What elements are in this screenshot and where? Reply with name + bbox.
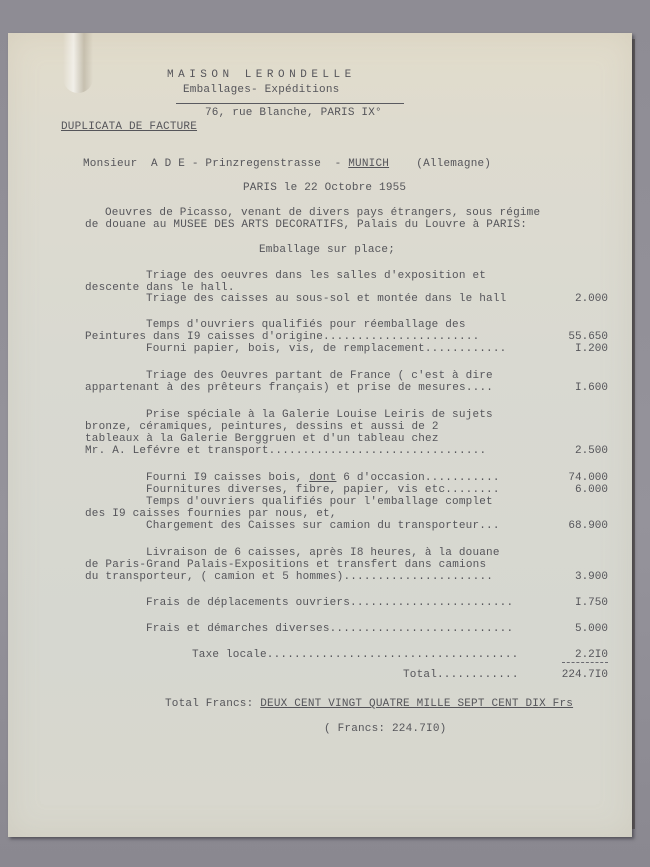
item-line: Temps d'ouvriers qualifiés pour réemballage des: [146, 319, 466, 331]
addressee-line: Monsieur A D E - Prinzregenstrasse -: [83, 158, 349, 170]
item-line: Peintures dans I9 caisses d'origine.......................: [85, 331, 480, 343]
item-line: Prise spéciale à la Galerie Louise Leiris de sujets: [146, 409, 493, 421]
item-line: Fourni papier, bois, vis, de remplacement............: [146, 343, 507, 355]
company-tagline: Emballages- Expéditions: [183, 84, 340, 96]
document-type: DUPLICATA DE FACTURE: [61, 121, 198, 133]
item-line: Mr. A. Lefévre et transport................................: [85, 445, 487, 457]
item-line: Fourni I9 caisses bois, dont 6 d'occasion...........: [146, 472, 500, 484]
total-label: Total............: [403, 669, 519, 681]
item-amount: I.750: [574, 597, 608, 609]
item-line: Livraison de 6 caisses, après I8 heures, à la douane: [146, 547, 500, 559]
total-words-label: Total Francs:: [165, 698, 261, 710]
intro-line-2: de douane au MUSEE DES ARTS DECORATIFS, Palais du Louvre à PARIS:: [85, 219, 528, 231]
item-line: Frais et démarches diverses...........................: [146, 623, 514, 635]
total-amount: 224.7I0: [561, 669, 608, 681]
invoice-document: [8, 33, 632, 837]
company-name: MAISON LERONDELLE: [167, 69, 356, 81]
item-amount: 2.500: [574, 445, 608, 457]
item-line: Chargement des Caisses sur camion du transporteur...: [146, 520, 500, 532]
intro-line-1: Oeuvres de Picasso, venant de divers pays étrangers, sous régime: [105, 207, 541, 219]
item-line: descente dans le hall.: [85, 282, 235, 294]
item-amount: 6.000: [574, 484, 608, 496]
item-line: Fournitures diverses, fibre, papier, vis etc........: [146, 484, 500, 496]
item-amount: 74.000: [568, 472, 608, 484]
invoice-date: PARIS le 22 Octobre 1955: [243, 182, 407, 194]
section-title: Emballage sur place;: [259, 244, 396, 256]
item-line: Triage des caisses au sous-sol et montée dans le hall: [146, 293, 507, 305]
total-words-value: DEUX CENT VINGT QUATRE MILLE SEPT CENT DIX Frs: [260, 698, 574, 710]
item-amount: 55.650: [568, 331, 608, 343]
item-amount: 3.900: [574, 571, 608, 583]
item-amount: I.600: [574, 382, 608, 394]
item-line: Triage des oeuvres dans les salles d'exposition et: [146, 270, 487, 282]
item-amount: 5.000: [574, 623, 608, 635]
addressee-country: (Allemagne): [416, 158, 492, 170]
item-line: de Paris-Grand Palais-Expositions et transfert dans camions: [85, 559, 487, 571]
total-numeric-repeat: ( Francs: 224.7I0): [324, 723, 447, 735]
item-line: bronze, céramiques, peintures, dessins et aussi de 2: [85, 421, 439, 433]
item-line: du transporteur, ( camion et 5 hommes)......................: [85, 571, 494, 583]
item-line: Temps d'ouvriers qualifiés pour l'emballage complet: [146, 496, 493, 508]
addressee: [83, 158, 491, 170]
item-amount: I.200: [574, 343, 608, 355]
item-amount: 2.2I0: [574, 649, 608, 661]
item-line: des I9 caisses fournies par nous, et,: [85, 508, 337, 520]
total-in-words: [165, 698, 573, 710]
item-amount: 2.000: [574, 293, 608, 305]
item-line: appartenant à des prêteurs français) et prise de mesures....: [85, 382, 494, 394]
item-line: tableaux à la Galerie Berggruen et d'un tableau chez: [85, 433, 439, 445]
total-separator: [562, 662, 608, 663]
item-amount: 68.900: [568, 520, 608, 532]
item-line: Frais de déplacements ouvriers........................: [146, 597, 514, 609]
company-address: 76, rue Blanche, PARIS IX°: [205, 107, 382, 119]
letterhead-rule: [176, 103, 404, 104]
addressee-city: MUNICH: [348, 158, 390, 170]
item-line: Triage des Oeuvres partant de France ( c'est à dire: [146, 370, 493, 382]
item-line: Taxe locale.....................................: [192, 649, 519, 661]
